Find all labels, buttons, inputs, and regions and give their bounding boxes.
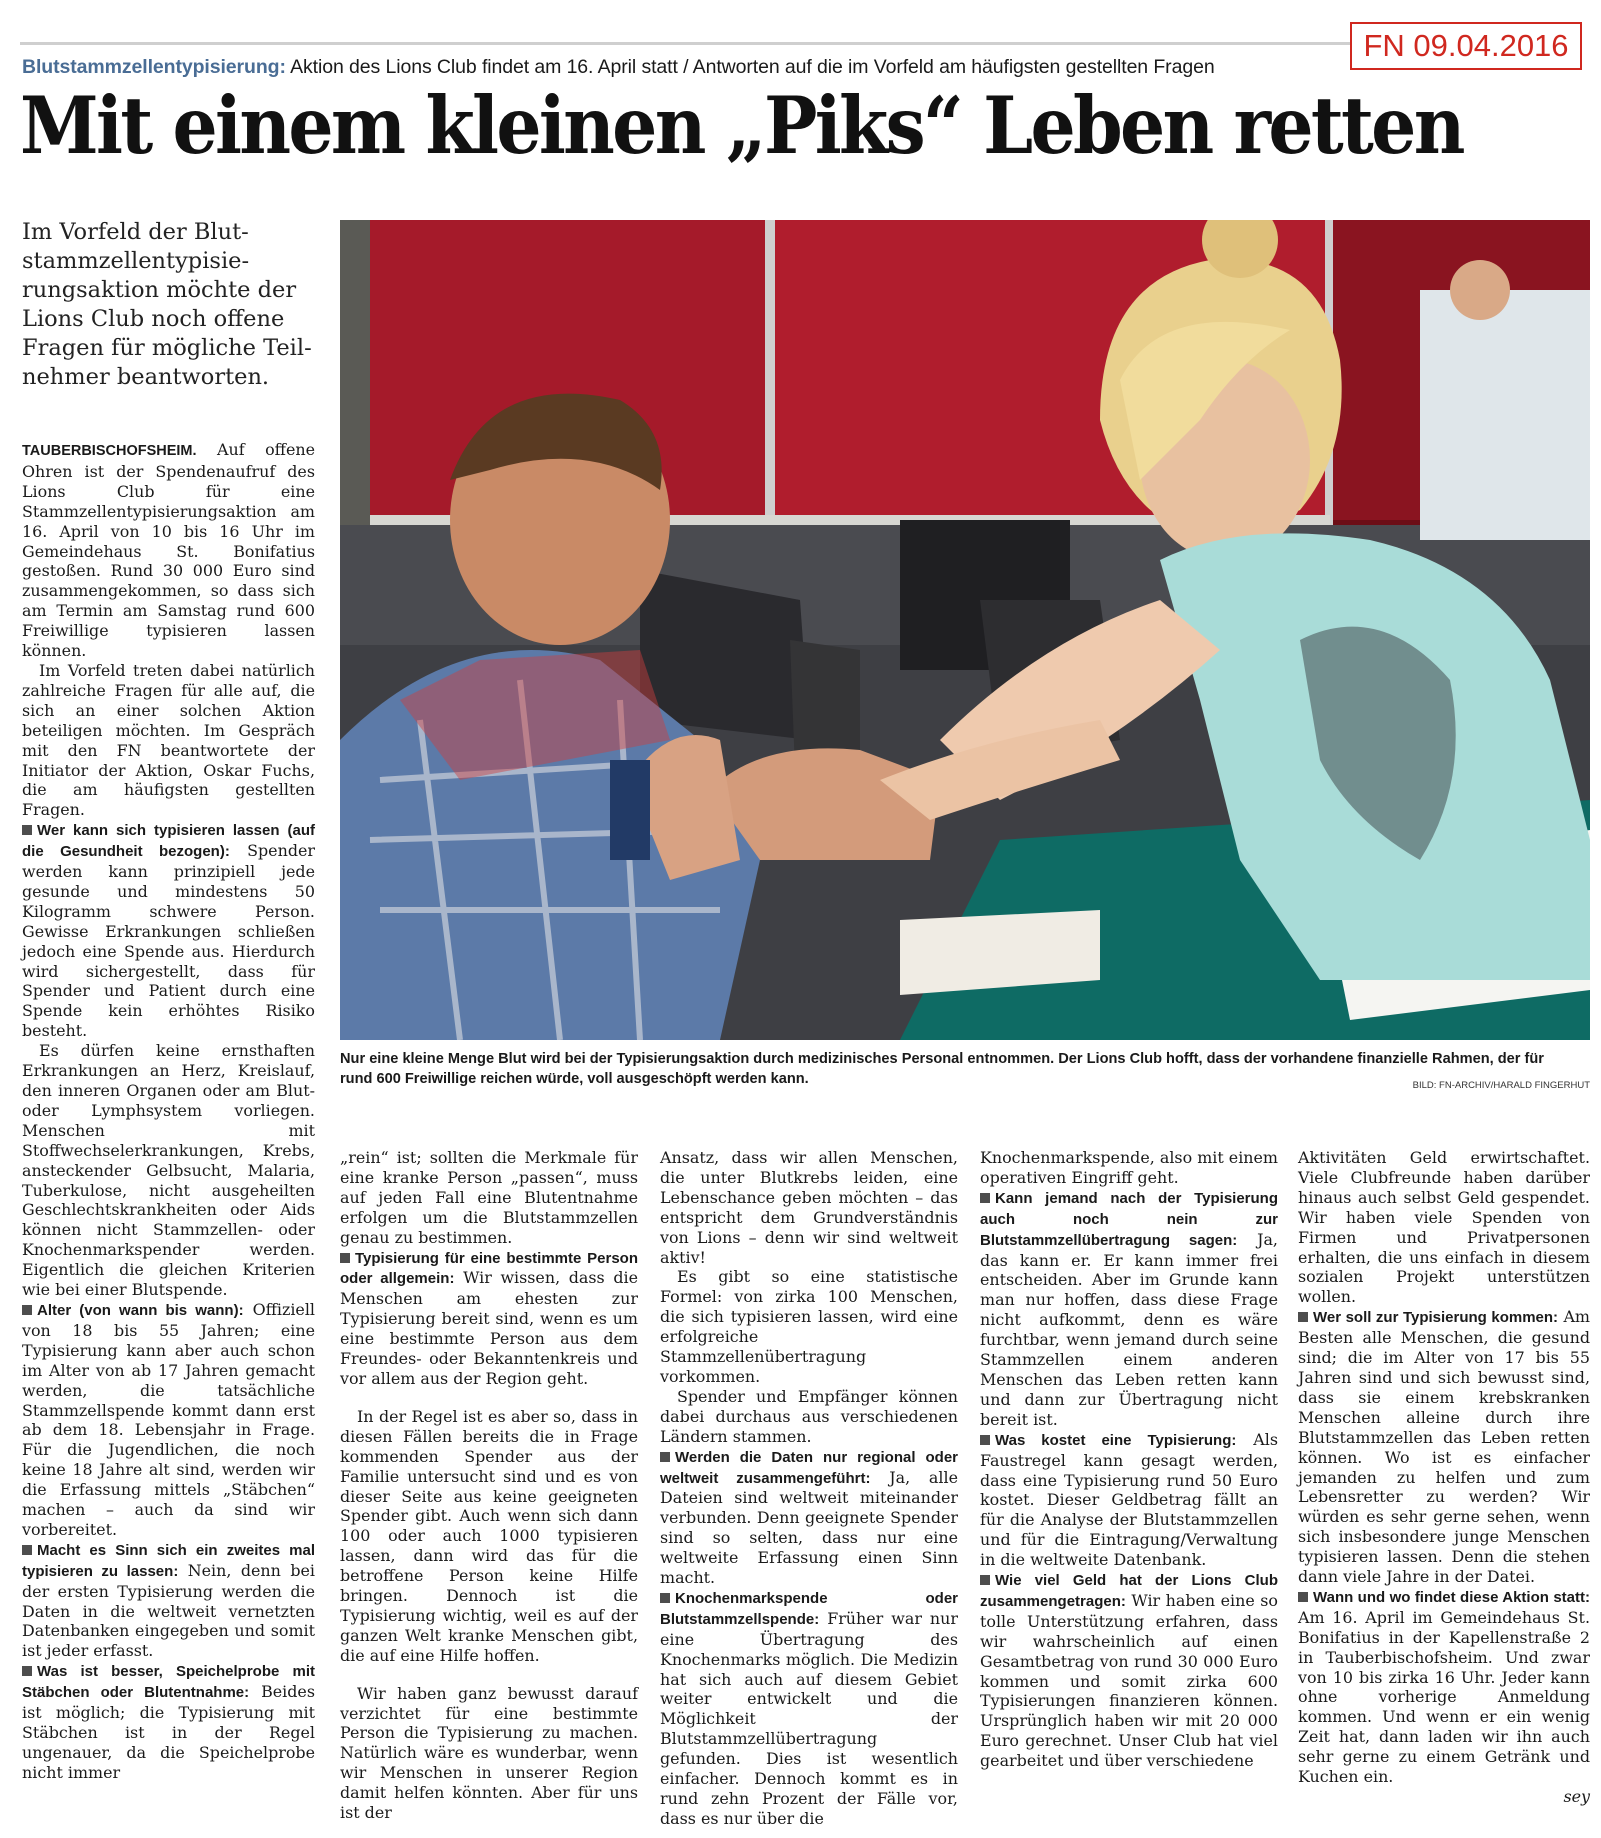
- paragraph: Es gibt so eine statistische Formel: von zirka 100 Menschen, die sich typisieren lassen, wird eine erfolgreiche Stammzellenübertragung vorkommen.: [660, 1267, 958, 1386]
- article-column-3: [660, 1148, 958, 1829]
- paragraph-text: Auf offene Ohren ist der Spendenaufruf des Lions Club für eine Stammzellentypisierungsaktion am 16. April von 10 bis 16 Uhr im Gemeindehaus St. Bonifatius gestoßen. Rund 30 000 Euro sind zusammengekommen, so dass sich am Termin am Samstag rund 600 Freiwillige typisieren lassen können.: [22, 440, 315, 661]
- square-bullet-icon: [1298, 1592, 1308, 1602]
- qa-block: [22, 820, 315, 1041]
- qa-block: [340, 1248, 638, 1389]
- question-heading: Knochenmarkspende oder Blutstammzellspende:: [660, 1589, 958, 1628]
- paragraph: Wir haben ganz bewusst darauf verzichtet für eine bestimmte Person die Typisierung zu machen. Natürlich wäre es wunderbar, wenn wir Menschen in unserer Region damit helfen könnten. Aber für uns ist der: [340, 1683, 638, 1823]
- answer-text: Ja, das kann er. Er kann immer frei entscheiden. Aber im Grunde kann man nur hoffen, dass diese Frage nicht aufkommt, denn es wäre furchtbar, wenn jemand durch seine Stammzellen einem anderen Menschen das Leben retten kann und dann zur Übertragung nicht bereit ist.: [980, 1229, 1278, 1429]
- square-bullet-icon: [340, 1253, 350, 1263]
- kicker-line: [22, 56, 1215, 79]
- question-heading: Was kostet eine Typisierung:: [995, 1431, 1237, 1449]
- lead-line: Im Vorfeld der Blut-: [22, 219, 249, 245]
- question-heading: Typisierung für eine bestimmte Person oder allgemein:: [340, 1249, 638, 1288]
- lead-line: rungsaktion möchte der: [22, 277, 297, 303]
- square-bullet-icon: [660, 1452, 670, 1462]
- answer-text: Als Faustregel kann gesagt werden, dass eine Typisierung rund 50 Euro kostet. Dieser Geldbetrag fällt an für die Analyse der Blutstammzellen und für die Eintragung/Verwaltung in die weltweite Datenbank.: [980, 1429, 1278, 1570]
- paragraph: Im Vorfeld treten dabei natürlich zahlreiche Fragen für alle auf, die sich an einer solchen Aktion beteiligen möchten. Im Gespräch mit den FN beantwortete der Initiator der Aktion, Oskar Fuchs, die am häufigsten gestellten Fragen.: [22, 660, 315, 820]
- answer-text: Am Besten alle Menschen, die gesund sind; die im Alter von 17 bis 55 Jahren sind und sich bewusst sind, dass sie einem krebskranken Menschen alleine durch ihre Blutstammzellen das Leben retten können. Wo ist es einfacher jemanden zu helfen und zum Lebensretter zu werden? Wir würden es sehr gerne sehen, wenn sich insbesondere junge Menschen typisieren lassen. Denn die stehen dann viele Jahre in der Datei.: [1298, 1307, 1590, 1587]
- headline: Mit einem kleinen „Piks“ Leben retten: [20, 79, 1463, 172]
- paragraph: „rein“ ist; sollten die Merkmale für eine kranke Person „passen“, muss auf jeden Fall eine Blutentnahme erfolgen um die Blutstammzellen genau zu bestimmen.: [340, 1148, 638, 1247]
- lead-line: stammzellentypisie-: [22, 248, 250, 274]
- question-heading: Macht es Sinn sich ein zweites mal typisieren zu lassen:: [22, 1541, 315, 1580]
- lead-line: nehmer beantworten.: [22, 364, 270, 390]
- square-bullet-icon: [980, 1435, 990, 1445]
- answer-text: Wir haben eine so tolle Unterstützung erfahren, dass wir wahrscheinlich auf einen Gesamtbetrag von rund 30 000 Euro kommen und somit zirka 600 Typisierungen finanzieren können. Ursprünglich haben wir mit 20 000 Euro gerechnet. Unser Club hat viel gearbeitet und über verschiedene: [980, 1590, 1278, 1771]
- author-signature: sey: [1563, 1787, 1590, 1806]
- question-heading: Wann und wo findet diese Aktion statt:: [1313, 1588, 1590, 1606]
- square-bullet-icon: [1298, 1312, 1308, 1322]
- paragraph: Spender und Empfänger können dabei durchaus aus verschiedenen Ländern stammen.: [660, 1386, 958, 1446]
- question-heading: Wer soll zur Typisierung kommen:: [1313, 1309, 1559, 1327]
- paragraph: Knochenmarkspende, also mit einem operativen Eingriff geht.: [980, 1148, 1278, 1187]
- square-bullet-icon: [22, 1545, 32, 1555]
- kicker-label: Blutstammzellentypisierung:: [22, 56, 286, 78]
- paragraph: Es dürfen keine ernsthaften Erkrankungen an Herz, Kreislauf, den inneren Organen oder am Blut- oder Lymphsystem vorliegen. Menschen mit Stoffwechselerkrankungen, Krebs, ansteckender Gelbsucht, Malaria, Tuberkulose, nicht ausgeheilten Geschlechtskrankheiten oder Aids können nicht Stammzellen- oder Knochenmarkspender werden. Eigentlich die gleichen Kriterien wie bei einer Blutspende.: [22, 1041, 315, 1300]
- paragraph: Ansatz, dass wir allen Menschen, die unter Blutkrebs leiden, eine Lebenschance geben möchten – das entspricht dem Grundverständnis von Lions – denn wir sind weltweit aktiv!: [660, 1148, 958, 1267]
- square-bullet-icon: [980, 1193, 990, 1203]
- dateline: TAUBERBISCHOFSHEIM.: [22, 443, 197, 459]
- photo-credit: BILD: FN-ARCHIV/HARALD FINGERHUT: [1412, 1080, 1590, 1091]
- caption-line: rund 600 Freiwillige reichen würde, voll ausgeschöpft werden kann.: [340, 1070, 809, 1087]
- qa-block: [980, 1188, 1278, 1430]
- kicker-text: Aktion des Lions Club findet am 16. April statt / Antworten auf die im Vorfeld am häufigsten gestellten Fragen: [290, 56, 1215, 78]
- qa-block: [1298, 1587, 1590, 1787]
- square-bullet-icon: [22, 1666, 32, 1676]
- qa-block: [660, 1588, 958, 1829]
- square-bullet-icon: [22, 1305, 32, 1315]
- square-bullet-icon: [22, 825, 32, 835]
- qa-block: [22, 1661, 315, 1782]
- paragraph: [22, 440, 315, 661]
- answer-text: Spender werden kann prinzipiell jede gesunde und mindestens 50 Kilogramm schwere Person. Gewisse Erkrankungen schließen jedoch eine Spende aus. Hierdurch wird sichergestellt, dass für Spender und Patient durch eine Spende kein erhöhtes Risiko besteht.: [22, 841, 315, 1041]
- answer-text: Wir wissen, dass die Menschen am ehesten zur Typisierung bereit sind, wenn es um eine bestimmte Person aus dem Freundes- oder Bekanntenkreis und vor allem aus der Region geht.: [340, 1268, 638, 1388]
- question-heading: Wie viel Geld hat der Lions Club zusammengetragen:: [980, 1572, 1278, 1610]
- paragraph: Aktivitäten Geld erwirtschaftet. Viele Clubfreunde haben darüber hinaus auch selbst Geld gespendet. Wir haben viele Spenden von Firmen und Privatpersonen erhalten, die uns einfach in diesem sozialen Projekt unterstützen wollen.: [1298, 1148, 1590, 1307]
- qa-block: [22, 1300, 315, 1540]
- lead-paragraph: [22, 218, 322, 392]
- answer-text: Beides ist möglich; die Typisierung mit Stäbchen ist in der Regel ungenauer, da die Speichelprobe nicht immer: [22, 1682, 315, 1782]
- square-bullet-icon: [660, 1593, 670, 1603]
- question-heading: Kann jemand nach der Typisierung auch noch nein zur Blutstammzellübertragung sagen:: [980, 1189, 1278, 1249]
- qa-block: [22, 1540, 315, 1661]
- qa-block: [980, 1570, 1278, 1771]
- lead-line: Fragen für mögliche Teil-: [22, 335, 312, 361]
- question-heading: Was ist besser, Speichelprobe mit Stäbchen oder Blutentnahme:: [22, 1663, 315, 1702]
- article-column-5: [1298, 1148, 1590, 1807]
- qa-block: [980, 1430, 1278, 1570]
- answer-text: Nein, denn bei der ersten Typisierung werden die Daten in die weltweit vernetzten Datenbanken eingegeben und somit ist jeder erfasst.: [22, 1560, 315, 1661]
- lead-line: Lions Club noch offene: [22, 306, 285, 332]
- photo-blood-draw-illustration: [340, 220, 1590, 1040]
- qa-block: [660, 1447, 958, 1588]
- qa-block: [1298, 1307, 1590, 1587]
- article-column-4: [980, 1148, 1278, 1771]
- date-stamp: FN 09.04.2016: [1350, 22, 1582, 70]
- answer-text: Früher war nur eine Übertragung des Knochenmarks möglich. Die Medizin hat sich auch auf diesem Gebiet weiter entwickelt und die Möglichkeit der Blutstammzellübertragung gefunden. Dies ist wesentlich einfacher. Dennoch kommt es in rund zehn Prozent der Fälle vor, dass es nur über die: [660, 1608, 958, 1828]
- top-rule: [20, 42, 1360, 45]
- question-heading: Werden die Daten nur regional oder weltweit zusammengeführt:: [660, 1448, 958, 1487]
- question-heading: Wer kann sich typisieren lassen (auf die Gesundheit bezogen):: [22, 822, 315, 861]
- question-heading: Alter (von wann bis wann):: [37, 1301, 244, 1319]
- caption-line: Nur eine kleine Menge Blut wird bei der Typisierungsaktion durch medizinisches Personal entnommen. Der Lions Club hofft, dass der vorhandene finanzielle Rahmen, der für: [340, 1051, 1544, 1067]
- answer-text: Offiziell von 18 bis 55 Jahren; eine Typisierung kann aber auch schon im Alter von ab 17 Jahren gemacht werden, die tatsächliche Stammzellspende kommt dann erst ab dem 18. Lebensjahr in Frage. Für die Jugendlichen, die noch keine 18 Jahre alt sind, werden wir die Erfassung mittels „Stäbchen“ machen – auch da sind wir vorbereitet.: [22, 1299, 315, 1539]
- article-column-1: [22, 440, 315, 1783]
- paragraph: In der Regel ist es aber so, dass in diesen Fällen bereits die in Frage kommenden Spender aus der Familie untersucht sind und es von dieser Seite aus keine geeigneten Spender gibt. Auch wenn sich dann 100 oder auch 1000 typisieren lassen, dann wird das für die betroffene Person keine Hilfe bringen. Dennoch ist die Typisierung wichtig, weil es auf der ganzen Welt kranke Menschen gibt, die auf eine Hilfe hoffen.: [340, 1406, 638, 1665]
- answer-text: Am 16. April im Gemeindehaus St. Bonifatius in der Kapellenstraße 2 in Tauberbischofsheim. Und zwar von 10 bis zirka 16 Uhr. Jeder kann ohne vorherige Anmeldung kommen. Und wenn er ein wenig Zeit hat, dann laden wir ihn auch sehr gerne zu einem Getränk und Kuchen ein.: [1298, 1607, 1590, 1787]
- article-column-2: [340, 1148, 638, 1823]
- answer-text: Ja, alle Dateien sind weltweit miteinander verbunden. Denn geeignete Spender sind so selten, dass nur eine weltweite Erfassung einen Sinn macht.: [660, 1467, 958, 1588]
- square-bullet-icon: [980, 1575, 990, 1585]
- article-photo: [340, 220, 1590, 1040]
